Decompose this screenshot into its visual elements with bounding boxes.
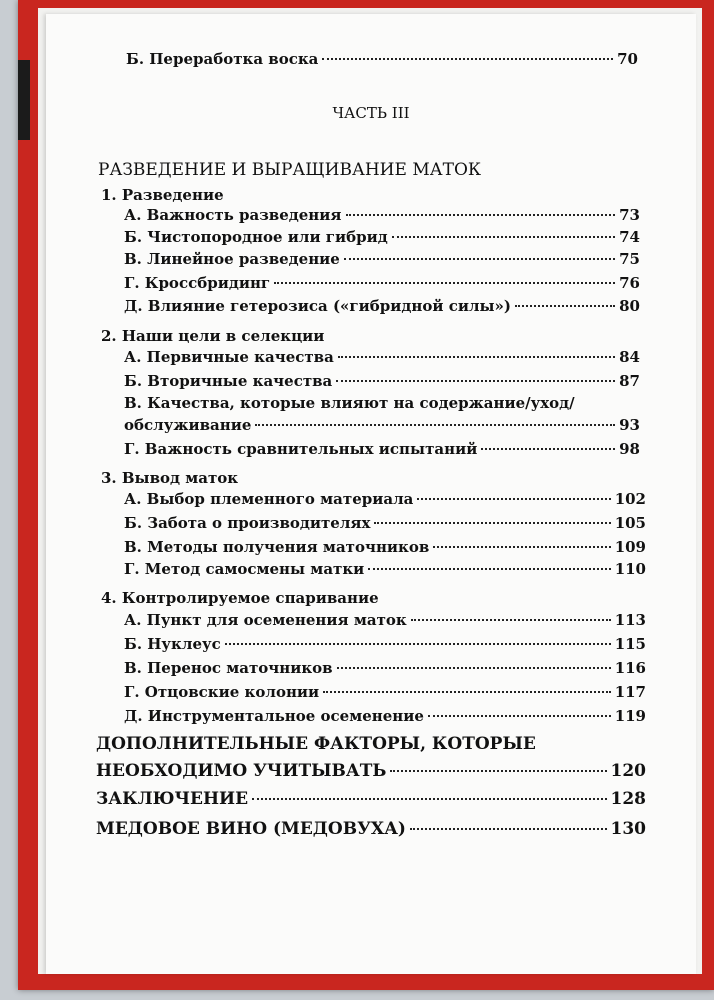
toc-entry: В. Линейное разведение 75 xyxy=(124,250,640,268)
toc-entry: Б. Нуклеус 115 xyxy=(124,635,646,653)
toc-entry: Г. Важность сравнительных испытаний 98 xyxy=(124,440,640,458)
toc-entry-line1: В. Качества, которые влияют на содержание/уход/ xyxy=(124,394,575,412)
toc-entry-wax-processing: Б. Переработка воска 70 xyxy=(126,50,638,68)
toc-entry: В. Методы получения маточников 109 xyxy=(124,538,646,556)
toc-entry: А. Выбор племенного материала 102 xyxy=(124,490,646,508)
section-title-2: 2. Наши цели в селекции xyxy=(101,327,325,345)
section-title-4: 4. Контролируемое спаривание xyxy=(101,589,379,607)
toc-entry-extra-line1: ДОПОЛНИТЕЛЬНЫЕ ФАКТОРЫ, КОТОРЫЕ xyxy=(96,734,536,754)
part-label: ЧАСТЬ III xyxy=(332,104,410,122)
table-of-contents xyxy=(46,14,696,974)
toc-entry: Б. Забота о производителях 105 xyxy=(124,514,646,532)
part-title: РАЗВЕДЕНИЕ И ВЫРАЩИВАНИЕ МАТОК xyxy=(98,160,482,180)
toc-entry: Г. Отцовские колонии 117 xyxy=(124,683,646,701)
toc-entry: Б. Вторичные качества 87 xyxy=(124,372,640,390)
toc-entry: А. Первичные качества 84 xyxy=(124,348,640,366)
toc-entry-conclusion: ЗАКЛЮЧЕНИЕ 128 xyxy=(96,789,646,809)
toc-entry: Б. Чистопородное или гибрид 74 xyxy=(124,228,640,246)
toc-entry: В. Перенос маточников 116 xyxy=(124,659,646,677)
toc-entry: А. Пункт для осеменения маток 113 xyxy=(124,611,646,629)
toc-entry: Д. Инструментальное осеменение 119 xyxy=(124,707,646,725)
section-title-1: 1. Разведение xyxy=(101,186,224,204)
toc-entry-mead: МЕДОВОЕ ВИНО (МЕДОВУХА) 130 xyxy=(96,819,646,839)
toc-entry: Г. Кроссбридинг 76 xyxy=(124,274,640,292)
toc-entry: А. Важность разведения 73 xyxy=(124,206,640,224)
toc-entry: Г. Метод самосмены матки 110 xyxy=(124,560,646,578)
toc-entry-extra: НЕОБХОДИМО УЧИТЫВАТЬ 120 xyxy=(96,761,646,781)
toc-page xyxy=(46,14,696,974)
section-title-3: 3. Вывод маток xyxy=(101,469,239,487)
toc-entry: обслуживание 93 xyxy=(124,416,640,434)
toc-entry: Д. Влияние гетерозиса («гибридной силы») 80 xyxy=(124,297,640,315)
cover-dark-strip xyxy=(18,60,30,140)
